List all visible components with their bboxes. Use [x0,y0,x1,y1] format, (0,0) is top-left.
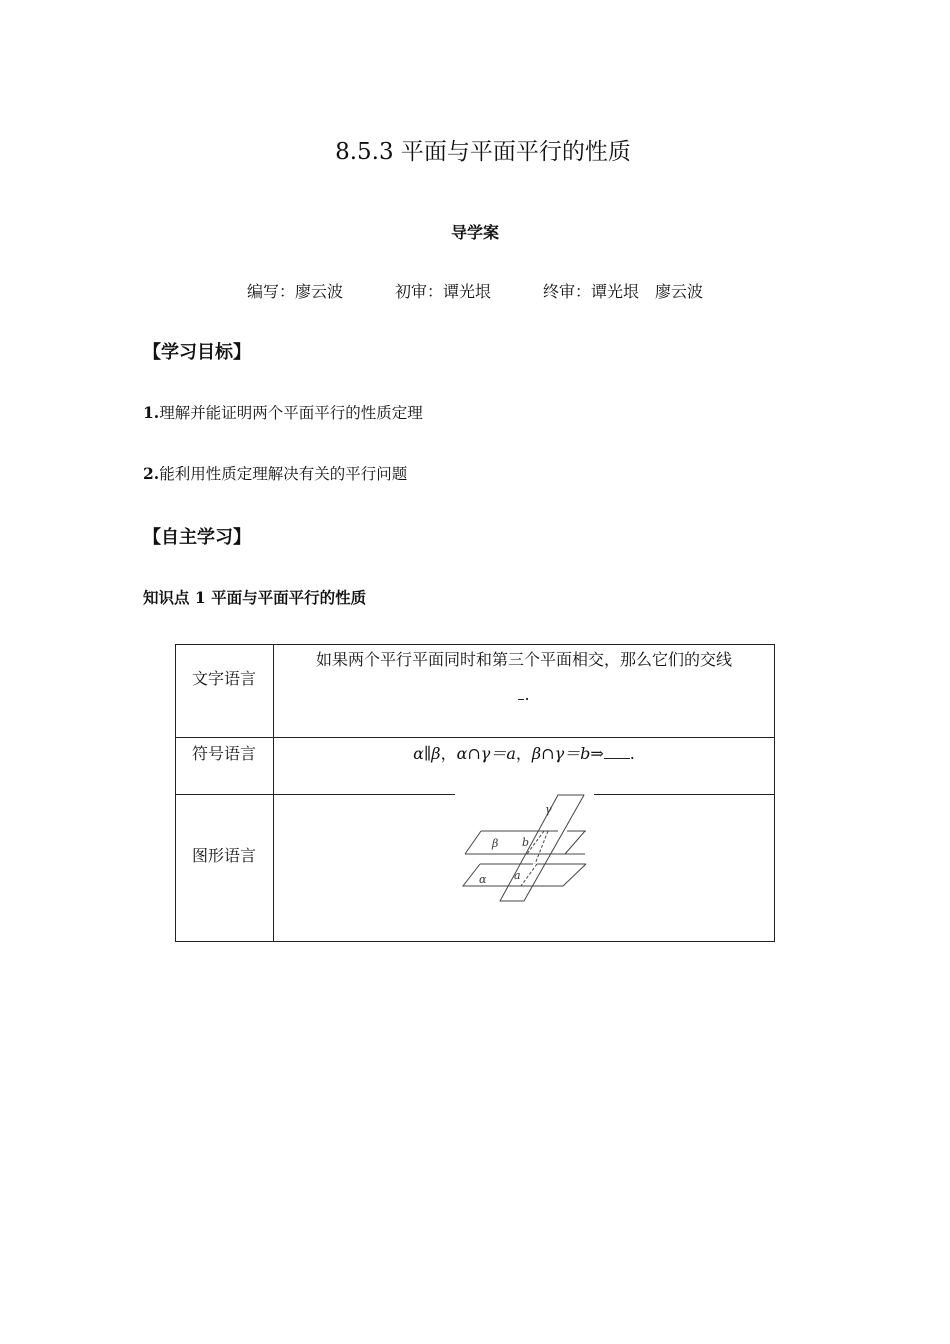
parallel-planes-figure [455,789,595,909]
author-first-review: 初审：谭光垠 [394,282,491,301]
objectives-heading: 【学习目标】 [143,342,251,363]
row-label-symbol-language: 符号语言 [191,744,256,763]
table-row-divider [175,794,455,795]
label-a: a [514,869,521,882]
objective-text: 理解并能证明两个平面平行的性质定理 [159,404,423,422]
authors-line [0,279,950,302]
label-beta: β [492,837,499,850]
label-b: b [522,836,530,849]
self-study-heading: 【自主学习】 [143,527,251,548]
table-border-top [175,644,775,645]
text-language-content: 如果两个平行平面同时和第三个平面相交，那么它们的交线 [315,650,732,669]
author-editor: 编写：廖云波 [246,282,343,301]
property-table [175,644,775,942]
objective-number: 2. [143,464,160,483]
answer-blank [604,743,630,759]
objective-item [143,401,423,423]
row-label-text-language: 文字语言 [191,669,256,688]
objective-item [143,462,407,484]
author-final-review-2: 廖云波 [655,282,704,301]
page-title: 8.5.3 平面与平面平行的性质 [335,139,631,165]
table-border-right [774,644,775,942]
plane-gamma [500,795,584,901]
label-gamma: γ [545,803,552,816]
symbol-language-content: α∥β，α∩γ＝a，β∩γ＝b⇒ . [413,744,635,763]
knowledge-point-heading: 知识点 1 平面与平面平行的性质 [143,588,367,607]
page-subtitle: 导学案 [450,223,499,242]
objective-number: 1. [143,403,160,422]
table-border-bottom [175,941,775,942]
author-final-review: 终审：谭光垠 [543,282,640,301]
table-row-divider [175,737,775,738]
text-language-blank: . [274,684,774,704]
table-row-divider [594,794,775,795]
label-alpha: α [479,873,487,886]
objective-text: 能利用性质定理解决有关的平行问题 [159,465,408,483]
row-label-figure-language: 图形语言 [191,846,256,865]
